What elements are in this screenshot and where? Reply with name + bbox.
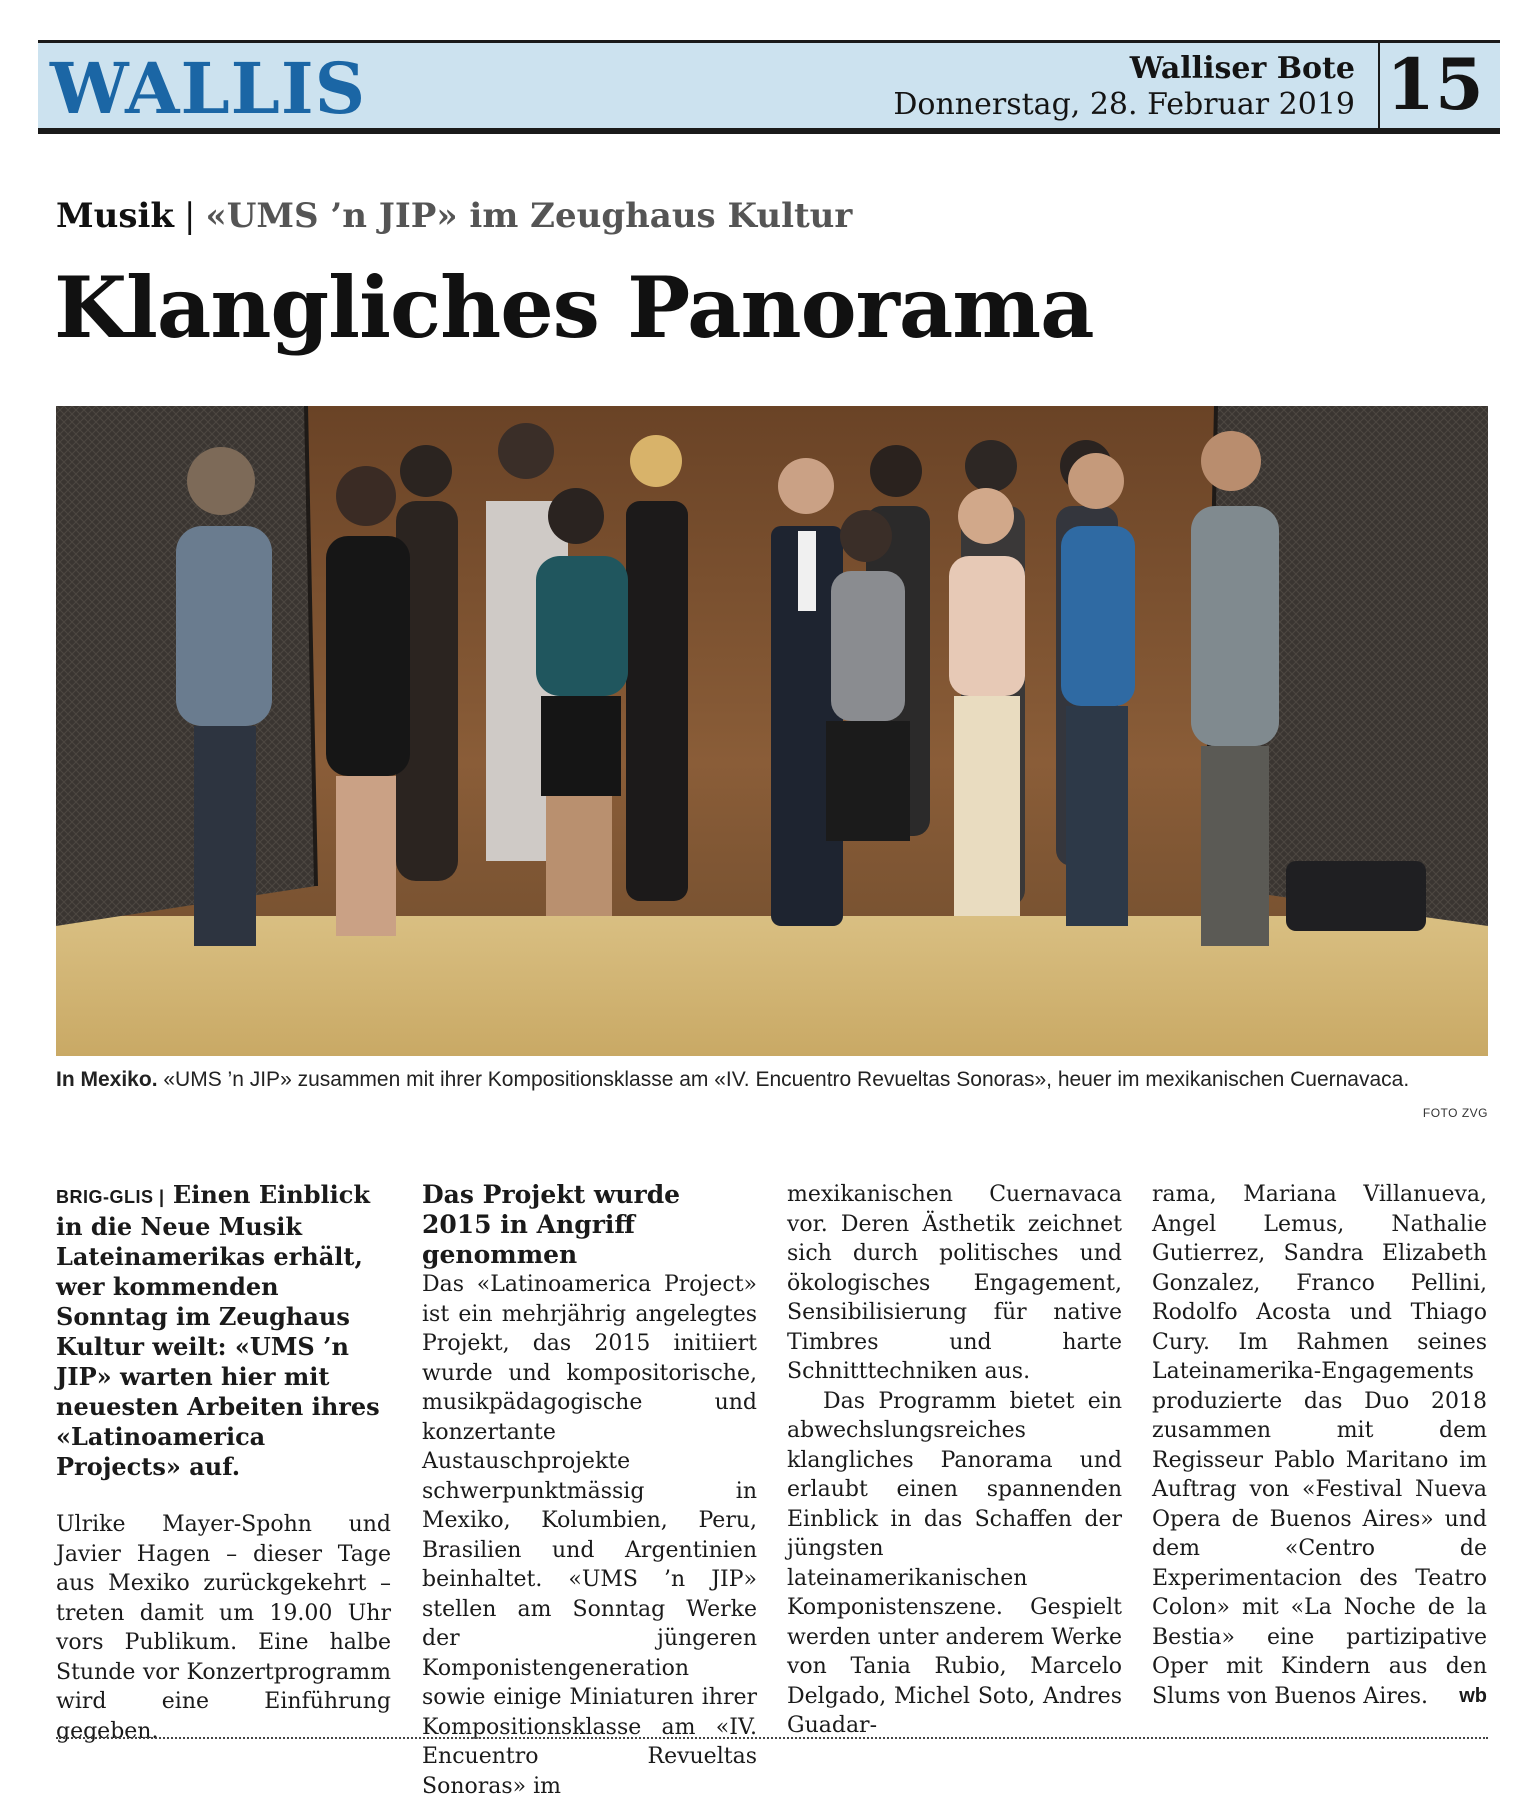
article-column-3 — [787, 1180, 1122, 1741]
article-column-1 — [56, 1180, 391, 1746]
author-initials: wb — [1459, 1684, 1487, 1707]
body-paragraph — [1152, 1180, 1487, 1711]
page-number: 15 — [1386, 43, 1484, 126]
lead-text: Einen Einblick in die Neue Musik Lateinamerikas erhält, wer kommenden Sonntag im Zeughaus Kultur weilt: «UMS ’n JIP» warten hier mit neuesten Arbeiten ihres «Latinoamerica Projects» auf. — [56, 1180, 380, 1481]
bottom-rule — [56, 1737, 1488, 1739]
newspaper-name: Walliser Bote — [1129, 51, 1355, 86]
kicker-separator: | — [183, 196, 196, 236]
issue-date: Donnerstag, 28. Februar 2019 — [893, 87, 1355, 122]
body-paragraph: Ulrike Mayer-Spohn und Javier Hagen – dieser Tage aus Mexiko zurückgekehrt – treten damit um 19.00 Uhr vors Publikum. Eine halbe Stunde vor Konzertprogramm wird eine Einführung gegeben. — [56, 1512, 391, 1744]
article-lead — [56, 1180, 391, 1482]
article-column-2 — [422, 1180, 757, 1801]
body-text: rama, Mariana Villanueva, Angel Lemus, Nathalie Gutierrez, Sandra Elizabeth Gonzalez, Franco Pellini, Rodolfo Acosta und Thiago Cury. Im Rahmen seines Lateinamerika-Engagements produzierte das Duo 2018 zusammen mit dem Regisseur Pablo Maritano im Auftrag von «Festival Nueva Opera de Buenos Aires» und dem «Centro de Experimentacion des Teatro Colon» mit «La Noche de la Bestia» eine partizipative Oper mit Kindern aus den Slums von Buenos Aires. — [1152, 1182, 1487, 1709]
photo-caption — [56, 1066, 1488, 1094]
kicker-topic: Musik — [56, 196, 174, 236]
caption-text: «UMS ’n JIP» zusammen mit ihrer Kompositionsklasse am «IV. Encuentro Revueltas Sonoras», heuer im mexikanischen Cuernavaca. — [157, 1068, 1410, 1091]
body-paragraph: mexikanischen Cuernavaca vor. Deren Ästhetik zeichnet sich durch politisches und ökologisches Engagement, Sensibilisierung für native Timbres und harte Schnitttechniken aus. — [787, 1182, 1122, 1384]
caption-lead: In Mexiko. — [56, 1068, 158, 1091]
headline: Klangliches Panorama — [54, 258, 1094, 357]
kicker-subtitle: «UMS ’n JIP» im Zeughaus Kultur — [205, 196, 853, 236]
article-column-4 — [1152, 1180, 1487, 1711]
subheading: Das Projekt wurde 2015 in Angriff genommen — [422, 1180, 681, 1269]
masthead-divider — [1378, 43, 1380, 128]
body-paragraph: Das «Latinoamerica Project» ist ein mehrjährig angelegtes Projekt, das 2015 initiiert wurde und kompositorische, musikpädagogische und konzertante Austauschprojekte schwerpunktmässig in Mexiko, Kolumbien, Peru, Brasilien und Argentinien beinhaltet. «UMS ’n JIP» stellen am Sonntag Werke der jüngeren Komponistengeneration sowie einige Miniaturen ihrer Kompositionsklasse am «IV. Encuentro Revueltas Sonoras» im — [422, 1272, 757, 1799]
body-paragraph: Das Programm bietet ein abwechslungsreiches klangliches Panorama und erlaubt einen spannenden Einblick in das Schaffen der jüngsten lateinamerikanischen Komponistenszene. Gespielt werden unter anderem Werke von Tania Rubio, Marcelo Delgado, Michel Soto, Andres Guadar- — [787, 1388, 1122, 1738]
dateline: BRIG-GLIS | — [56, 1187, 165, 1207]
photo-credit: FOTO ZVG — [1422, 1106, 1488, 1120]
article-photo — [56, 406, 1488, 1056]
section-name: WALLIS — [50, 47, 367, 130]
article-kicker — [56, 196, 852, 236]
masthead — [38, 40, 1500, 134]
